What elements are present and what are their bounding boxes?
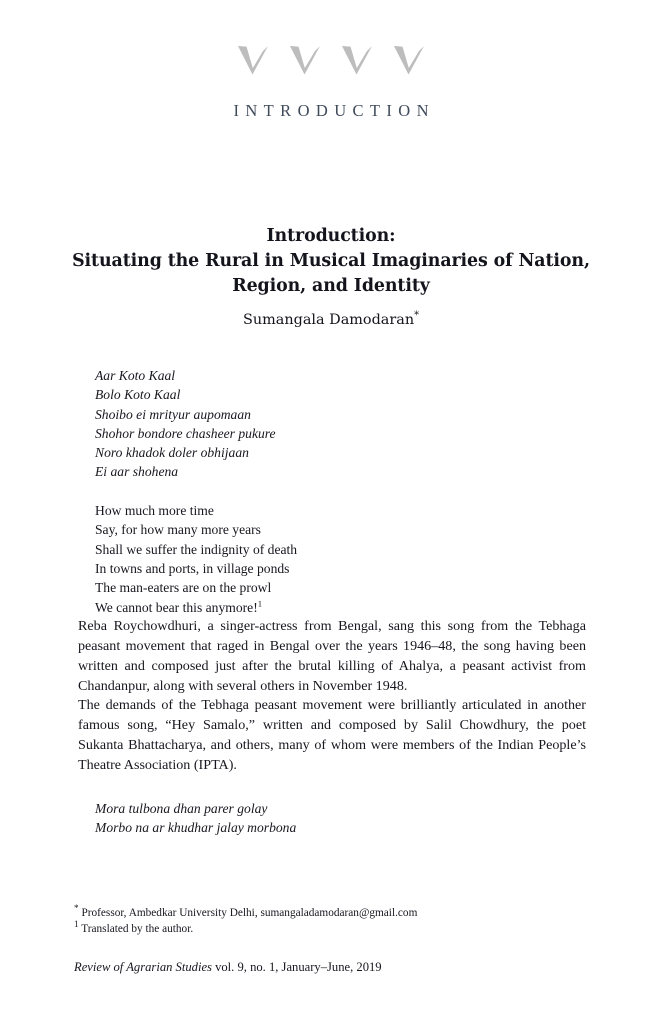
verse-line: Morbo na ar khudhar jalay morbona (95, 819, 297, 835)
title-block (46, 224, 616, 328)
translation-footnote-marker: 1 (257, 598, 263, 609)
footnote-marker: 1 (74, 919, 79, 930)
translation-line-final (95, 598, 586, 617)
verse-line: Ei aar shohena (95, 464, 179, 480)
page-title-line-1: Introduction: (266, 226, 396, 246)
footnote-text: Professor, Ambedkar University Delhi, sumangaladamodaran@gmail.com (78, 907, 418, 919)
verse-line: Noro khadok doler obhijaan (95, 445, 249, 461)
footnote-text: Translated by the author. (78, 922, 194, 935)
verse-second (95, 799, 586, 838)
verse-original (95, 366, 586, 482)
body-paragraph-1: Reba Roychowdhuri, a singer-actress from Bengal, sang this song from the Tebhaga peasant movement that raged in Bengal over the years 1946–48, the song having been written and composed just after the brutal killing of Ahalya, a peasant activist from Chandanpur, along with several others in November 1948. (78, 618, 586, 694)
translation-line: The man-eaters are on the prowl (95, 580, 272, 596)
chevron-down-ornament-icon (392, 44, 426, 78)
chevron-down-ornament-icon (340, 44, 374, 78)
verse-line: Mora tulbona dhan parer golay (95, 800, 268, 816)
verse-line: Aar Koto Kaal (95, 368, 176, 383)
footnote-item (74, 906, 594, 922)
footnote-item (74, 919, 594, 938)
journal-title: Review of Agrarian Studies (74, 960, 212, 974)
translation-line: In towns and ports, in village ponds (95, 561, 290, 576)
translation-line: Say, for how many more years (95, 522, 261, 538)
chevron-down-ornament-icon (236, 44, 270, 78)
text-column (78, 366, 586, 837)
author-footnote-marker: * (414, 310, 419, 322)
verse-translation (95, 501, 586, 617)
journal-issue: vol. 9, no. 1, January–June, 2019 (211, 960, 382, 974)
chevron-down-ornament-icon (288, 44, 322, 78)
translation-line: How much more time (95, 502, 214, 518)
body-paragraph-2: The demands of the Tebhaga peasant movement were brilliantly articulated in another famous song, “Hey Samalo,” written and composed by Salil Chowdhury, the poet Sukanta Bhattacharya, and others, many of whom were members of the Indian People’s Theatre Association (IPTA). (78, 697, 586, 773)
verse-line: Shoibo ei mrityur aupomaan (95, 406, 251, 422)
verse-line: Bolo Koto Kaal (95, 387, 181, 403)
translation-line: Shall we suffer the indignity of death (95, 541, 298, 557)
verse-line: Shohor bondore chasheer pukure (95, 425, 276, 441)
journal-citation (74, 960, 594, 975)
author-line (46, 312, 616, 328)
author-name: Sumangala Damodaran (242, 312, 415, 328)
chevron-ornament-row (0, 44, 662, 78)
footnote-block (74, 906, 594, 937)
page-title-line-2: Situating the Rural in Musical Imaginaries of Nation, (72, 251, 590, 271)
running-head-label: INTRODUCTION (233, 101, 435, 120)
translation-line-text: We cannot bear this anymore! (95, 599, 258, 615)
footnote-marker: * (74, 904, 79, 915)
page-title-line-3: Region, and Identity (232, 276, 430, 296)
